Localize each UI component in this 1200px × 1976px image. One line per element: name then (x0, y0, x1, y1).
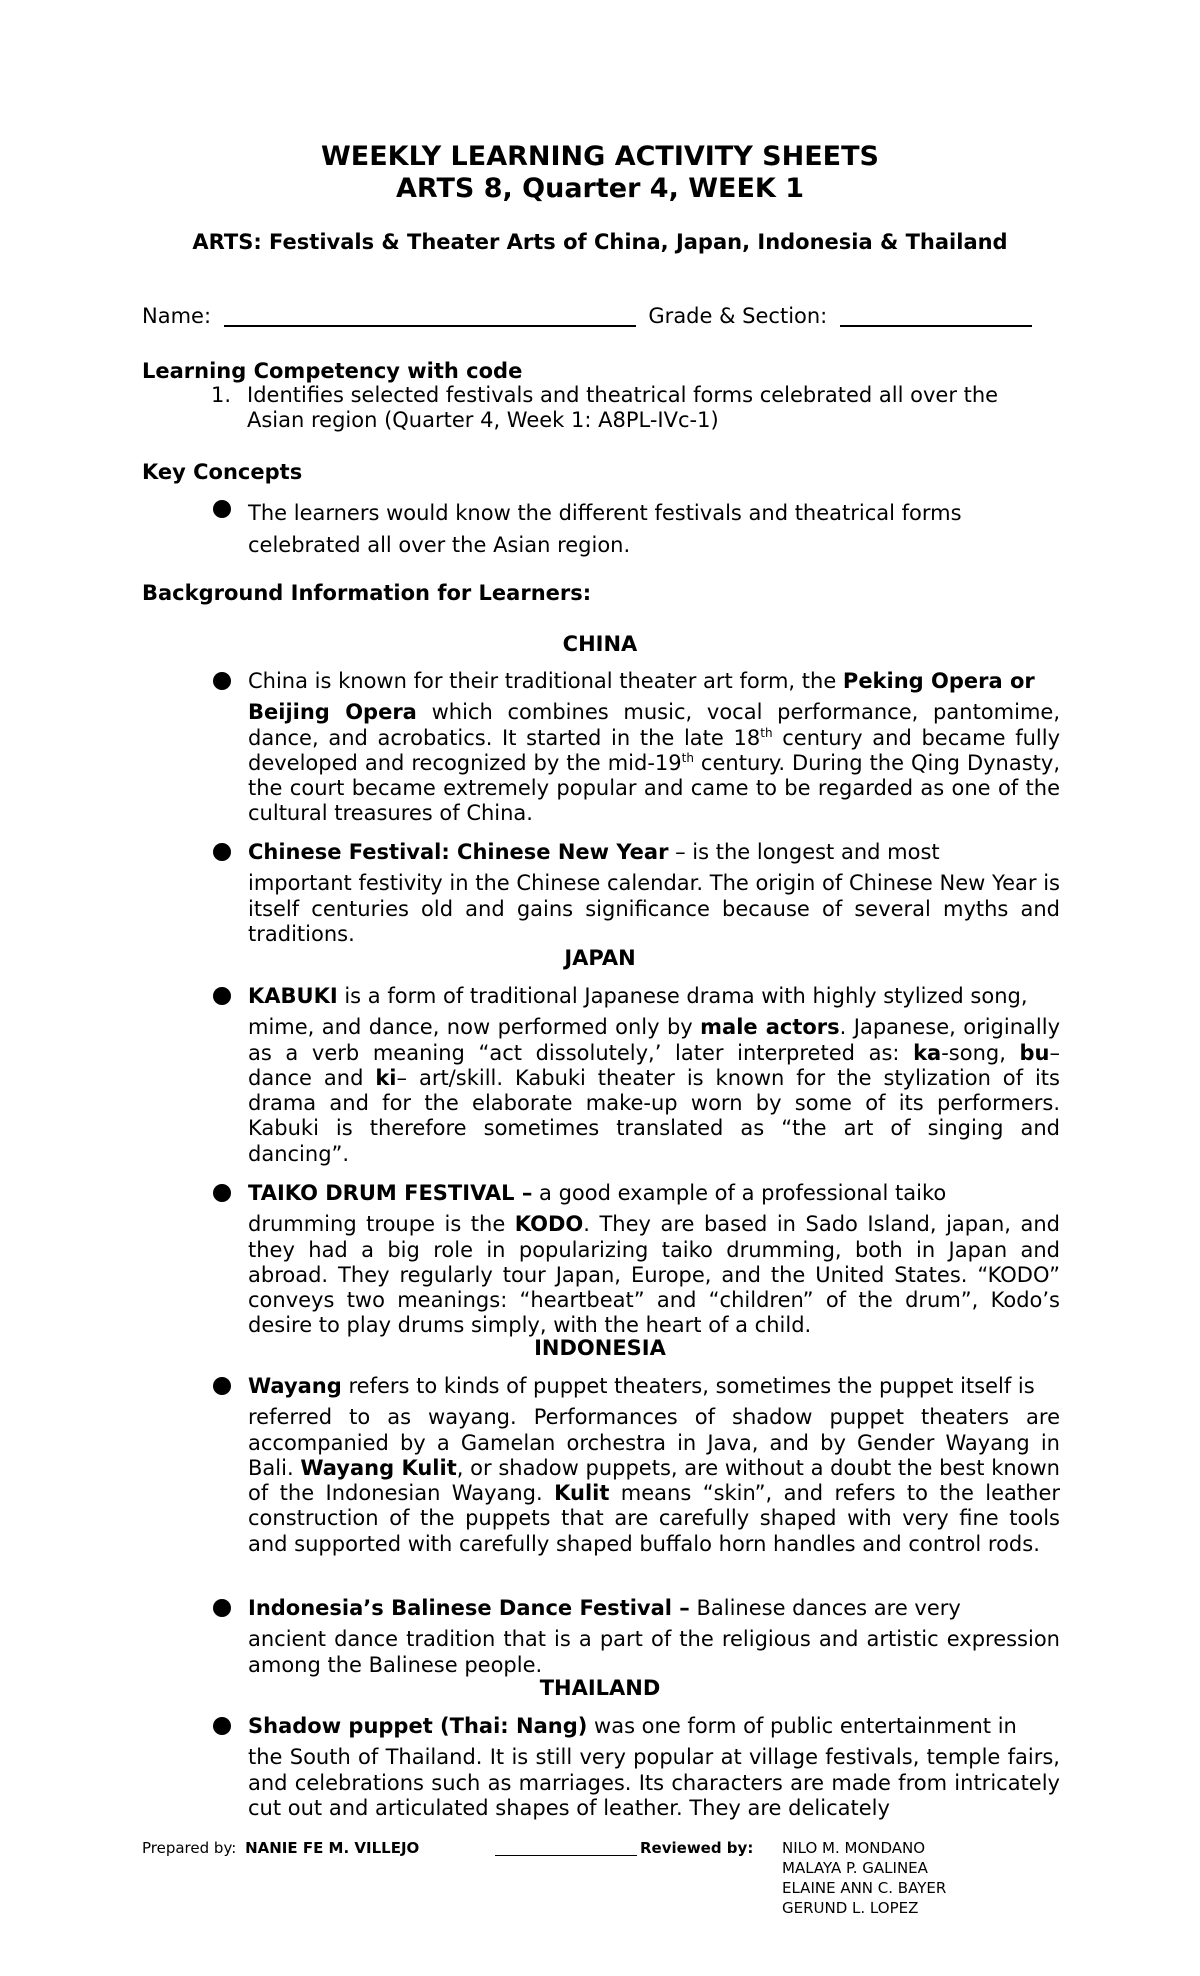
kabuki-bold-3: ka (913, 1040, 942, 1065)
wayang-text: refers to kinds of puppet theaters, sometimes the puppet itself is (341, 1374, 1035, 1398)
balinese-bold: Indonesia’s Balinese Dance Festival – (248, 1596, 690, 1620)
balinese-text: Balinese dances are very (689, 1596, 961, 1620)
grade-section-field[interactable] (840, 303, 1032, 327)
subject-heading: ARTS: Festivals & Theater Arts of China, Japan, Indonesia & Thailand (192, 230, 1008, 254)
bullet-icon (213, 987, 231, 1005)
opera-text-2: which combines music, vocal performance, pantomime, dance, and acrobatics. It started in the late 18 (248, 700, 1060, 750)
kabuki-text-4: -song, (941, 1040, 1020, 1065)
reviewer-name: MALAYA P. GALINEA (782, 1859, 928, 1877)
bullet-icon (213, 843, 231, 861)
taiko-bold: TAIKO DRUM FESTIVAL – (248, 1181, 533, 1205)
name-label: Name: (142, 304, 212, 328)
opera-sup-2: th (681, 750, 694, 765)
opera-bold-2: Beijing Opera (248, 700, 417, 725)
opera-sup: th (760, 725, 773, 740)
opera-text-3: century and became fully developed and recognized by the mid-19 (248, 725, 1060, 775)
kabuki-bold: KABUKI (248, 984, 338, 1008)
opera-bold: Peking Opera or (842, 669, 1035, 693)
taiko-text: a good example of a professional taiko (532, 1181, 947, 1205)
bullet-icon (213, 1184, 231, 1202)
newyear-text: – is the longest and most (668, 840, 940, 864)
kabuki-bold-4: bu (1019, 1040, 1050, 1065)
wayang-bold-2: Wayang Kulit (300, 1455, 457, 1480)
bullet-icon (213, 1717, 231, 1735)
key-concept-line-2: celebrated all over the Asian region. (248, 533, 631, 557)
china-heading: CHINA (562, 632, 638, 656)
kabuki-text-3: . Japanese, originally as a verb meaning “act dissolutely,’ later interpreted as: (248, 1015, 1060, 1065)
shadow-bold: Shadow puppet (Thai: Nang) (248, 1714, 588, 1738)
opera-text-4: century. During the Qing Dynasty, the court became extremely popular and came to be regarded as one of the cultural treasures of China. (248, 750, 1061, 826)
wayang-bold-3: Kulit (554, 1481, 610, 1506)
reviewer-name: ELAINE ANN C. BAYER (782, 1879, 947, 1897)
prepared-name: NANIE FE M. VILLEJO (245, 1839, 420, 1857)
taiko-text-3: . They are based in Sado Island, japan, and they had a big role in popularizing taiko drumming, both in Japan and abroad. They regularly tour Japan, Europe, and the United States. “KODO” conveys two meanings: “heartbeat” and “children” of the drum”, Kodo’s desire to play drums simply, with the heart of a child. (248, 1212, 1060, 1338)
reviewed-label: Reviewed by: (640, 1839, 754, 1857)
name-grade-row (142, 303, 1032, 329)
taiko-text-2: drumming troupe is the (248, 1212, 515, 1237)
shadow-text-2: the South of Thailand. It is still very popular at village festivals, temple fairs, and celebrations such as marriages. Its characters are made from intricately cut out and articulated shapes of leather. They are delicately (248, 1745, 1060, 1820)
bullet-icon (213, 500, 231, 518)
key-concept-line-1: The learners would know the different festivals and theatrical forms (248, 501, 962, 525)
wayang-text-4: means “skin”, and refers to the leather construction of the puppets that are carefully shaped with very fine tools and supported with carefully shaped buffalo horn handles and control rods. (248, 1481, 1060, 1556)
wayang-text-3: , or shadow puppets, are without a doubt the best known of the Indonesian Wayang. (248, 1455, 1060, 1506)
signature-line (495, 1855, 637, 1856)
reviewer-name: NILO M. MONDANO (782, 1839, 926, 1857)
prepared-label: Prepared by: (142, 1839, 237, 1857)
newyear-bold: Chinese Festival: Chinese New Year (248, 840, 669, 864)
kabuki-text: is a form of traditional Japanese drama with highly stylized song, (337, 984, 1028, 1008)
opera-text: China is known for their traditional theater art form, the (248, 669, 843, 693)
grade-section-label: Grade & Section: (648, 304, 828, 328)
document-subtitle: ARTS 8, Quarter 4, WEEK 1 (395, 173, 805, 204)
competency-line-1: Identifies selected festivals and theatrical forms celebrated all over the (247, 383, 999, 407)
bullet-icon (213, 1377, 231, 1395)
prepared-by (142, 1838, 419, 1858)
kabuki-bold-2: male actors (700, 1015, 840, 1040)
reviewer-list (782, 1838, 946, 1918)
bullet-icon (213, 672, 231, 690)
japan-heading: JAPAN (564, 946, 636, 970)
name-field[interactable] (224, 303, 636, 327)
wayang-text-2: referred to as wayang. Performances of shadow puppet theaters are accompanied by a Gamelan orchestra in Java, and by Gender Wayang in Bali. (248, 1405, 1060, 1480)
kabuki-text-5: – dance and (248, 1040, 1060, 1090)
kabuki-bold-5: ki (375, 1065, 397, 1090)
taiko-bold-2: KODO (514, 1212, 584, 1237)
indonesia-heading: INDONESIA (534, 1336, 666, 1360)
kabuki-text-2: mime, and dance, now performed only by (248, 1015, 701, 1040)
thailand-heading: THAILAND (539, 1676, 661, 1700)
bullet-icon (213, 1599, 231, 1617)
key-concepts-heading: Key Concepts (142, 460, 303, 484)
balinese-text-2: ancient dance tradition that is a part of the religious and artistic expression among the Balinese people. (248, 1627, 1060, 1677)
document-title: WEEKLY LEARNING ACTIVITY SHEETS (321, 141, 879, 172)
background-heading: Background Information for Learners: (142, 581, 592, 605)
reviewer-name: GERUND L. LOPEZ (782, 1899, 919, 1917)
competency-line-2: Asian region (Quarter 4, Week 1: A8PL-IVc-1) (247, 408, 719, 432)
competency-heading: Learning Competency with code (142, 359, 523, 383)
newyear-text-2: important festivity in the Chinese calendar. The origin of Chinese New Year is itself centuries old and gains significance because of several myths and traditions. (248, 871, 1060, 946)
competency-number: 1. (211, 383, 232, 407)
shadow-text: was one form of public entertainment in (587, 1714, 1017, 1738)
kabuki-text-6: – art/skill. Kabuki theater is known for the stylization of its drama and for the elaborate make-up worn by some of its performers. Kabuki is therefore sometimes translated as “the art of singing and dancing”. (248, 1065, 1060, 1166)
wayang-bold: Wayang (248, 1374, 342, 1398)
